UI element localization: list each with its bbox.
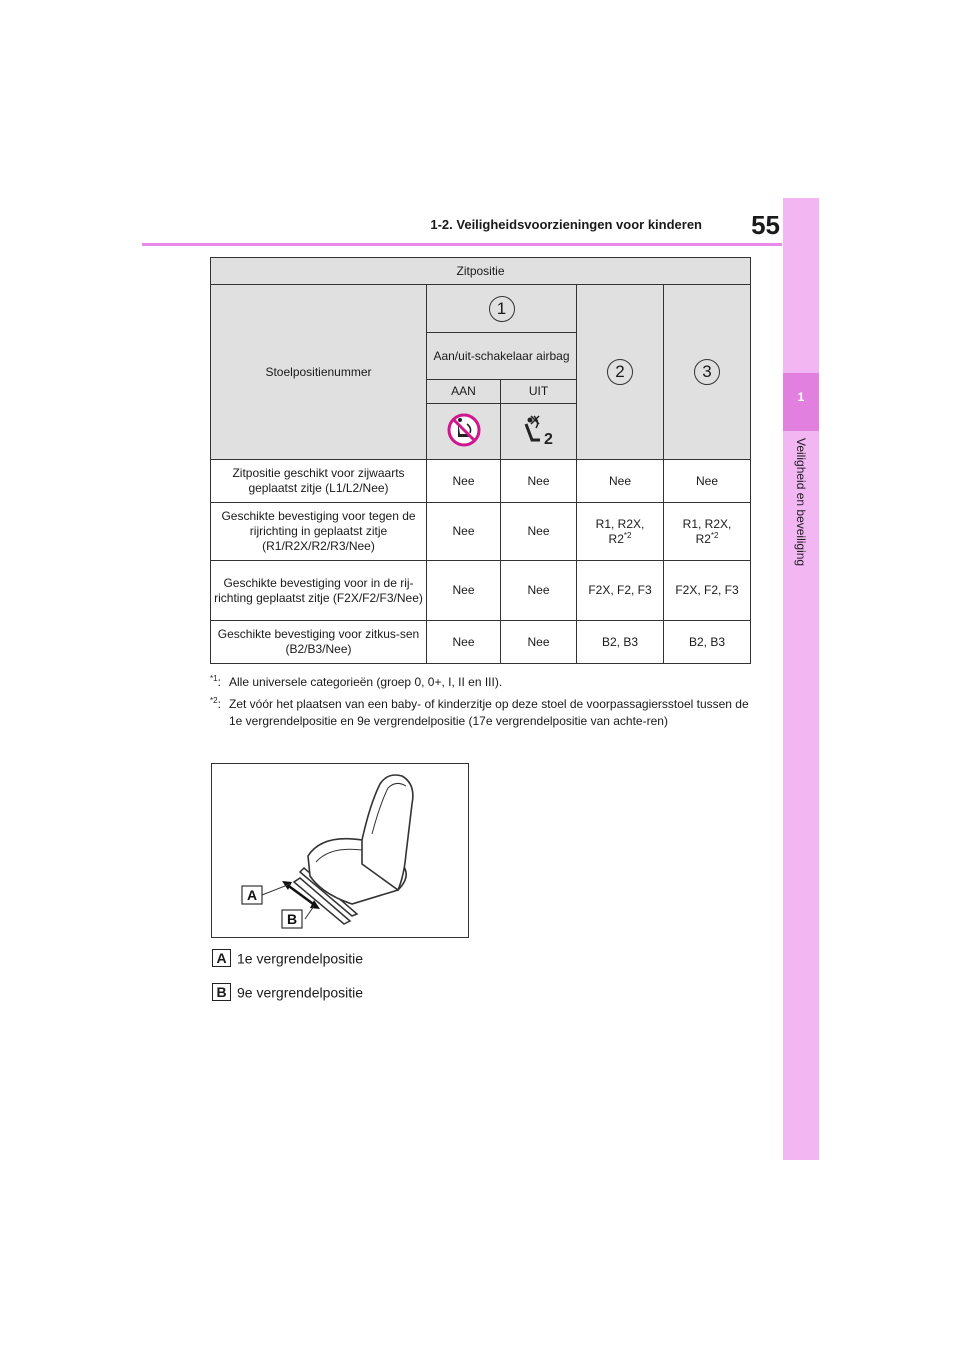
- seat-number-1: 1: [489, 296, 515, 322]
- seat-illustration: [211, 763, 469, 938]
- seat-2-cell: [577, 285, 664, 460]
- footnote-ref: *2: [710, 530, 719, 540]
- table-row: [211, 561, 751, 621]
- legend-text: 9e vergrendelpositie: [237, 984, 364, 1001]
- header-rule: [142, 243, 782, 246]
- chapter-number: 1: [797, 390, 805, 404]
- footnote-text: Alle universele categorieën (groep 0, 0+, I, II en III).: [229, 675, 503, 689]
- footnote-mark: $^{*2}$:: [210, 696, 221, 711]
- row-cell: Nee: [501, 460, 577, 503]
- seat-number-3: 3: [694, 359, 720, 385]
- airbag-off-indicator-icon: [446, 412, 482, 448]
- row-cell: [577, 503, 664, 561]
- seat-1-cell: [427, 285, 577, 333]
- row-cell: Nee: [427, 561, 501, 621]
- row-cell: Nee: [427, 503, 501, 561]
- table-row: [211, 621, 751, 664]
- chapter-title: Veiligheid en beveiliging: [794, 438, 808, 567]
- row-label: Zitpositie geschikt voor zijwaarts geplaatst zitje (L1/L2/Nee): [211, 460, 427, 503]
- row-label: Geschikte bevestiging voor tegen de rijrichting in geplaatst zitje (R1/R2X/R2/R3/Nee): [211, 503, 427, 561]
- row-cell: Nee: [427, 621, 501, 664]
- footnote-text: Zet vóór het plaatsen van een baby- of kinderzitje op deze stoel de voorpassagiersstoel tussen de 1e vergrendelpositie en 9e vergrendelpositie (17e vergrendelpositie van achte-ren): [229, 697, 749, 728]
- row-cell: Nee: [501, 561, 577, 621]
- row-cell: Nee: [501, 503, 577, 561]
- seat-label-cell: Stoelpositienummer: [211, 285, 427, 460]
- airbag-off-icon-cell: [501, 404, 577, 460]
- airbag-switch-cell: Aan/uit-schakelaar airbag: [427, 333, 577, 380]
- legend-text: 1e vergrendelpositie: [237, 950, 364, 967]
- callout-a: A: [246, 887, 258, 903]
- row-cell: Nee: [577, 460, 664, 503]
- footnote-mark: $^{*1}$:: [210, 674, 221, 689]
- row-cell: Nee: [664, 460, 751, 503]
- row-cell-line2: R2: [695, 531, 711, 546]
- legend-key: A: [212, 949, 231, 967]
- footnote-ref: *2: [623, 530, 632, 540]
- table-row: [211, 460, 751, 503]
- legend-item-b: [212, 983, 363, 1001]
- svg-text:2: 2: [543, 430, 553, 448]
- callout-b: B: [286, 911, 298, 927]
- section-title: 1-2. Veiligheidsvoorzieningen voor kinderen: [430, 217, 702, 232]
- page-number: 55: [751, 210, 780, 240]
- off-label-cell: UIT: [501, 380, 577, 404]
- chapter-side-tab: [783, 198, 819, 1160]
- row-cell-line1: R1, R2X,: [682, 516, 732, 531]
- passenger-airbag-off-icon: [520, 412, 558, 448]
- row-cell: Nee: [501, 621, 577, 664]
- row-cell: F2X, F2, F3: [664, 561, 751, 621]
- row-cell: B2, B3: [577, 621, 664, 664]
- row-label: Geschikte bevestiging voor zitkus-sen (B2/B3/Nee): [211, 621, 427, 664]
- table-row: [211, 503, 751, 561]
- row-cell: [664, 503, 751, 561]
- seat-position-table: [210, 257, 751, 664]
- seat-3-cell: [664, 285, 751, 460]
- legend-key: B: [212, 983, 231, 1001]
- row-cell-line2: R2: [608, 531, 624, 546]
- row-cell: B2, B3: [664, 621, 751, 664]
- seat-drawing: [212, 764, 468, 937]
- row-cell: Nee: [427, 460, 501, 503]
- seat-number-2: 2: [607, 359, 633, 385]
- row-label: Geschikte bevestiging voor in de rij-richting geplaatst zitje (F2X/F2/F3/Nee): [211, 561, 427, 621]
- row-cell-line1: R1, R2X,: [595, 516, 645, 531]
- table-top-header: Zitpositie: [211, 258, 751, 285]
- airbag-icon-cell: [427, 404, 501, 460]
- row-cell: F2X, F2, F3: [577, 561, 664, 621]
- on-label-cell: AAN: [427, 380, 501, 404]
- legend-item-a: [212, 949, 363, 967]
